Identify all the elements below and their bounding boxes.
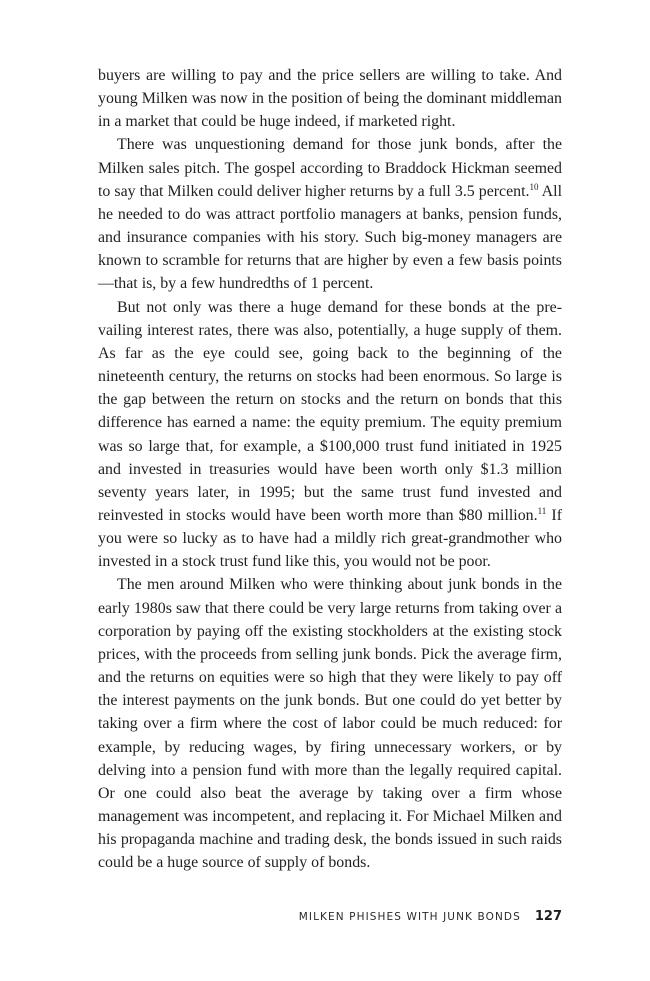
paragraph-1 xyxy=(98,64,562,133)
paragraph-2 xyxy=(98,133,562,295)
paragraph-3-text-b: If you were so lucky as to have had a mildly rich great-grandmother who invested in a stock trust fund like this, you would not be poor. xyxy=(98,506,562,571)
page-footer xyxy=(98,907,562,925)
paragraph-2-text-b: All he needed to do was attract portfolio managers at banks, pension funds, and insurance companies with his story. Such big-money managers are known to scramble for returns that are higher by even a few basis points—that is, by a few hundredths of 1 percent. xyxy=(98,182,562,293)
paragraph-3 xyxy=(98,296,562,574)
paragraph-1-text: buyers are willing to pay and the price sellers are willing to take. And young Milken was now in the position of being the dominant middleman in a market that could be huge indeed, if marketed right. xyxy=(98,67,562,131)
body-text xyxy=(98,64,562,874)
paragraph-4 xyxy=(98,573,562,874)
endnote-marker-11[interactable]: 11 xyxy=(537,505,547,516)
running-head: MILKEN PHISHES WITH JUNK BONDS xyxy=(298,911,521,923)
paragraph-2-text-a: There was unquestioning demand for those junk bonds, after the Milken sales pitch. The gospel according to Braddock Hickman seemed to say that Milken could deliver higher returns by a full 3.5 percent. xyxy=(98,136,562,200)
paragraph-4-text: The men around Milken who were thinking about junk bonds in the early 1980s saw that there could be very large returns from taking over a corporation by paying off the existing stockholders at the existing stock prices, with the proceeds from selling junk bonds. Pick the average firm, and the returns on equities were so high that they were likely to pay off the interest payments on the junk bonds. But one could do yet better by taking over a firm where the cost of labor could be much reduced: for example, by reducing wages, by firing unnecessary workers, or by delving into a pension fund with more than the legally required capital. Or one could also beat the average by taking over a firm whose management was incompetent, and replacing it. For Michael Milken and his propaganda machine and trading desk, the bonds issued in such raids could be a huge source of supply of bonds. xyxy=(98,576,562,872)
page-number: 127 xyxy=(534,909,562,924)
paragraph-3-text-a: But not only was there a huge demand for these bonds at the prevailing interest rates, there was also, potentially, a huge supply of them. As far as the eye could see, going back to the beginning of the nineteenth century, the returns on stocks had been enormous. So large is the gap between the return on stocks and the return on bonds that this difference has earned a name: the equity premium. The equity premium was so large that, for example, a $100,000 trust fund initiated in 1925 and invested in treasuries would have been worth only $1.3 million seventy years later, in 1995; but the same trust fund invested and reinvested in stocks would have been worth more than $80 million. xyxy=(98,298,562,524)
endnote-marker-10[interactable]: 10 xyxy=(529,181,539,192)
